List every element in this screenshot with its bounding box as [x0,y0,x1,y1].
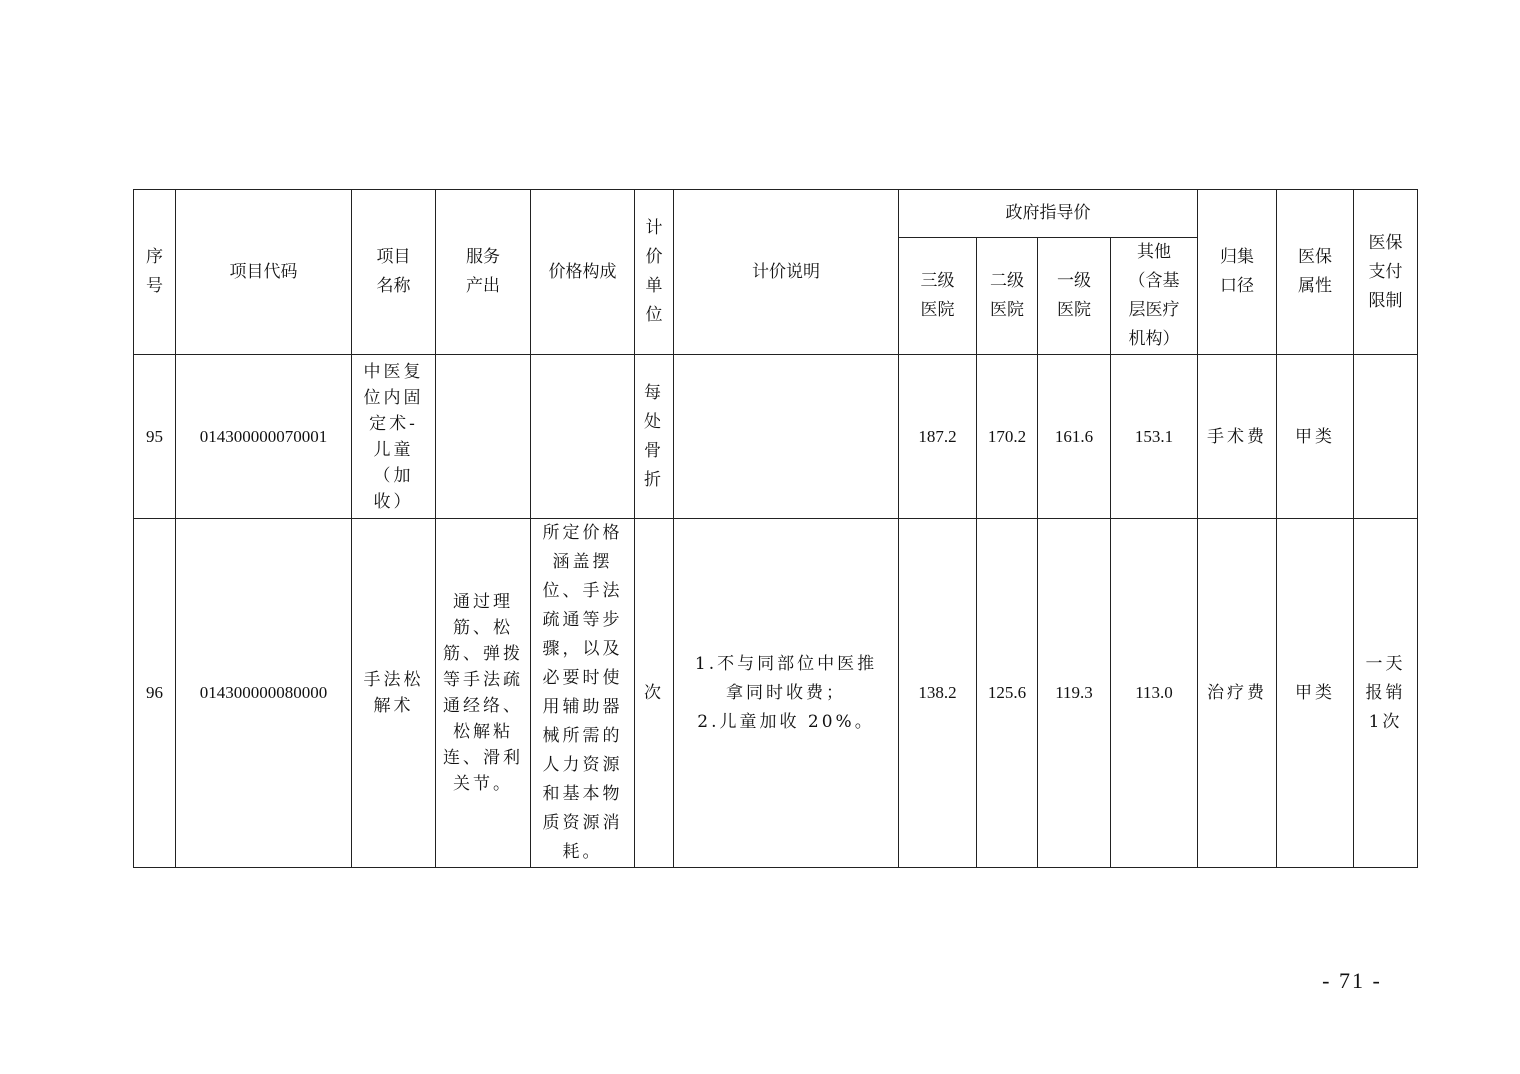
page-number: - 71 - [1322,968,1382,993]
cell-seq: 95 [134,355,176,519]
header-category: 归集口径 [1198,190,1277,355]
cell-name: 手法松解术 [352,519,436,868]
header-seq: 序号 [134,190,176,355]
header-service-output: 服务产出 [436,190,531,355]
cell-service-output: 通过理筋、松筋、弹拨等手法疏通经络、松解粘连、滑利关节。 [436,519,531,868]
header-tier3: 三级医院 [899,238,977,355]
cell-limit [1354,355,1418,519]
cell-tier3: 187.2 [899,355,977,519]
cell-price-composition: 所定价格涵盖摆位、手法疏通等步骤，以及必要时使用辅助器械所需的人力资源和基本物质资源消耗。 [531,519,635,868]
cell-code: 014300000070001 [176,355,352,519]
header-insurance: 医保属性 [1277,190,1354,355]
header-limit: 医保支付限制 [1354,190,1418,355]
cell-tier2: 170.2 [977,355,1038,519]
header-price-composition: 价格构成 [531,190,635,355]
cell-category: 治疗费 [1198,519,1277,868]
cell-tier2: 125.6 [977,519,1038,868]
cell-service-output [436,355,531,519]
header-tier1: 一级医院 [1038,238,1111,355]
header-tier2: 二级医院 [977,238,1038,355]
header-gov-price: 政府指导价 [899,190,1198,238]
cell-tier1: 161.6 [1038,355,1111,519]
cell-code: 014300000080000 [176,519,352,868]
cell-insurance: 甲类 [1277,519,1354,868]
cell-category: 手术费 [1198,355,1277,519]
cell-seq: 96 [134,519,176,868]
cell-unit: 次 [635,519,674,868]
cell-price-composition [531,355,635,519]
cell-description [674,355,899,519]
header-unit: 计价单位 [635,190,674,355]
cell-other: 113.0 [1111,519,1198,868]
cell-other: 153.1 [1111,355,1198,519]
cell-insurance: 甲类 [1277,355,1354,519]
cell-tier1: 119.3 [1038,519,1111,868]
cell-tier3: 138.2 [899,519,977,868]
header-code: 项目代码 [176,190,352,355]
header-name: 项目名称 [352,190,436,355]
cell-unit: 每处骨折 [635,355,674,519]
header-description: 计价说明 [674,190,899,355]
header-other: 其他（含基层医疗机构） [1111,238,1198,355]
price-table [133,189,1418,868]
cell-name: 中医复位内固定术-儿童（加收） [352,355,436,519]
cell-description: 1.不与同部位中医推拿同时收费； 2.儿童加收 20%。 [674,519,899,868]
table-row [134,519,1418,868]
table-row [134,355,1418,519]
cell-limit: 一天报销1次 [1354,519,1418,868]
